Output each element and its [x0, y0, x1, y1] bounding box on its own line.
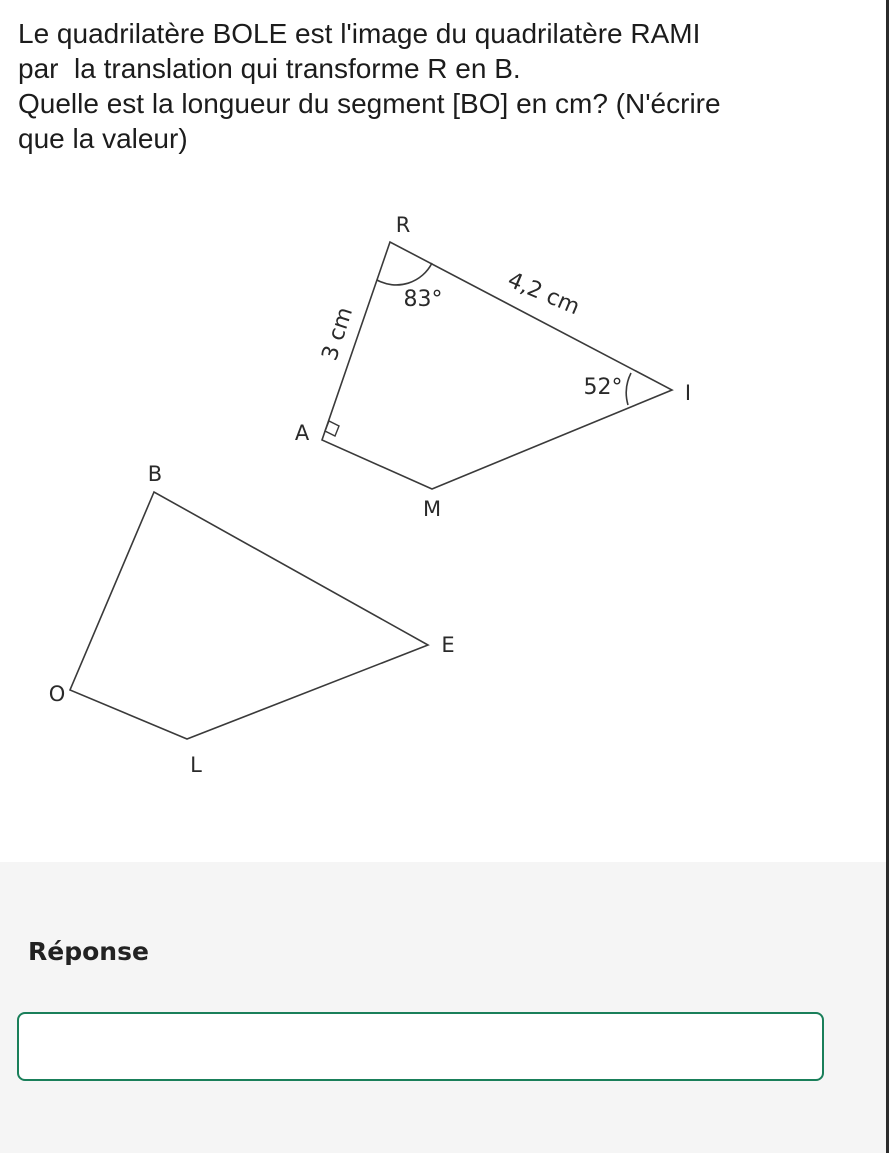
vertex-label-a: A — [294, 421, 310, 445]
answer-label: Réponse — [28, 937, 149, 966]
angle-arc-r — [377, 263, 432, 285]
vertex-label-e: E — [441, 633, 455, 657]
question-line-3: Quelle est la longueur du segment [BO] en cm? (N'écrire — [18, 88, 721, 119]
angle-r-value: 83° — [403, 287, 443, 312]
vertex-label-l: L — [190, 753, 202, 777]
vertex-label-o: O — [48, 682, 66, 706]
answer-input[interactable] — [17, 1012, 824, 1081]
answer-panel — [0, 862, 886, 1153]
vertex-label-i: I — [684, 381, 692, 405]
geometry-figure — [0, 195, 886, 795]
question-line-2: par la translation qui transforme R en B. — [18, 53, 521, 84]
vertex-label-b: B — [147, 462, 163, 486]
quadrilateral-bole — [70, 492, 428, 739]
angle-arc-i — [626, 373, 631, 405]
vertex-label-r: R — [395, 213, 411, 237]
question-text — [18, 16, 868, 156]
vertex-label-m: M — [422, 497, 442, 521]
measure-ra: 3 cm — [317, 304, 359, 364]
quadrilateral-rami — [322, 242, 672, 489]
question-line-4: que la valeur) — [18, 123, 188, 154]
question-line-1: Le quadrilatère BOLE est l'image du quadrilatère RAMI — [18, 18, 701, 49]
measure-ri: 4,2 cm — [503, 267, 584, 321]
angle-i-value: 52° — [583, 375, 623, 400]
